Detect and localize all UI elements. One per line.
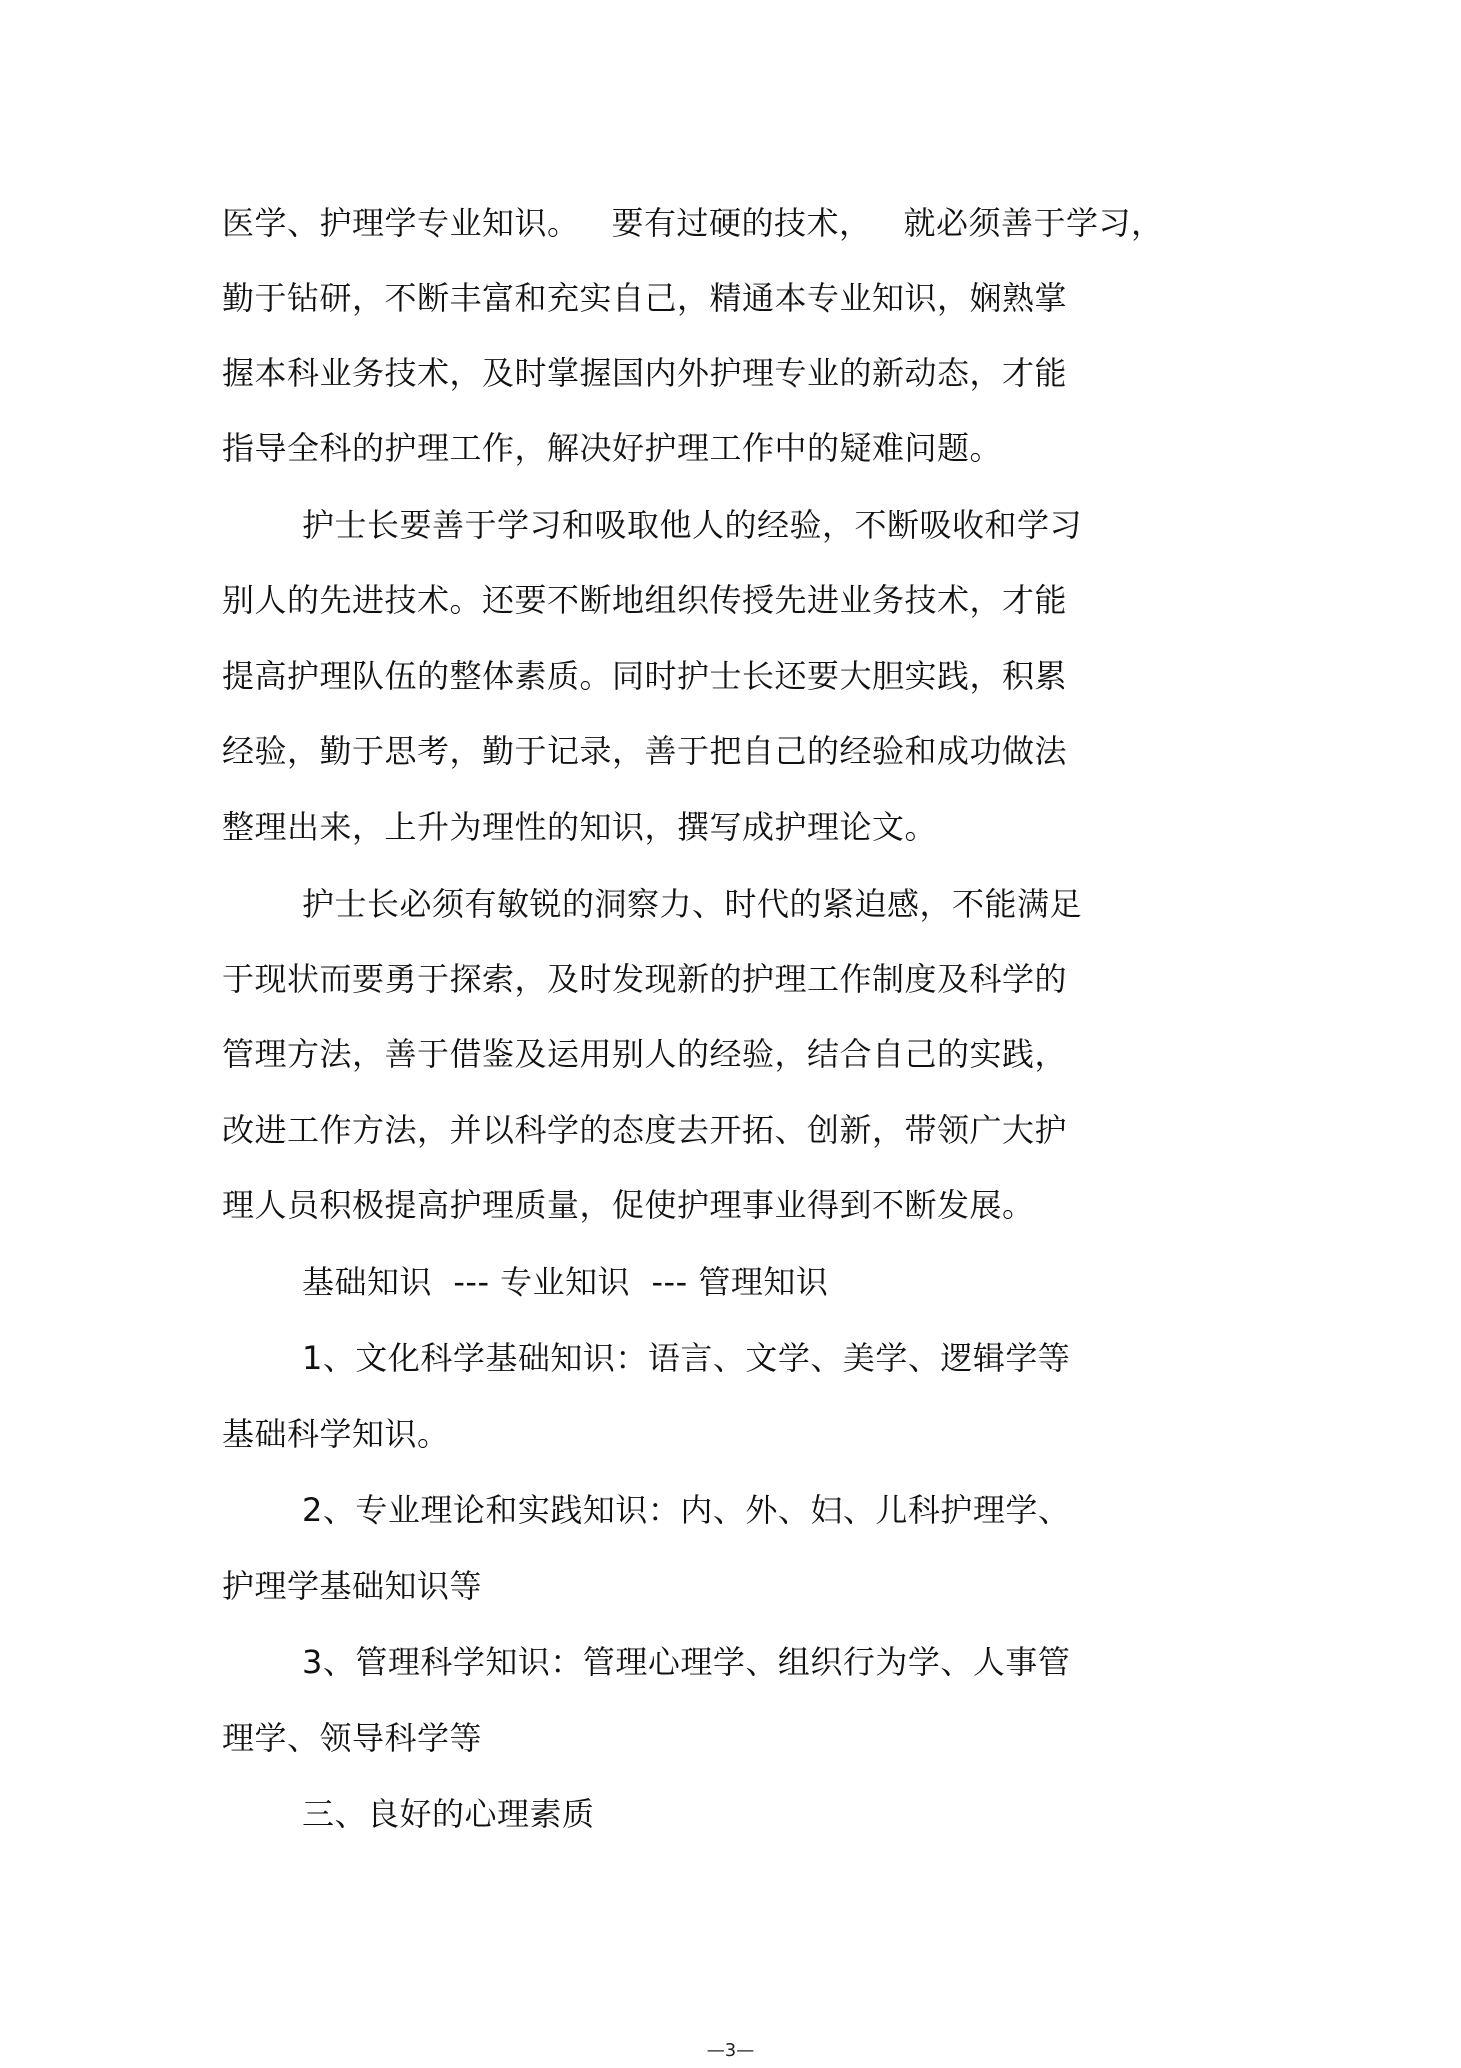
section-heading: 三、良好的心理素质 <box>302 1795 595 1833</box>
paragraph-line: 于现状而要勇于探索，及时发现新的护理工作制度及科学的 <box>222 960 1068 998</box>
paragraph-line: 经验，勤于思考，勤于记录，善于把自己的经验和成功做法 <box>222 732 1068 770</box>
paragraph-line: 指导全科的护理工作，解决好护理工作中的疑难问题。 <box>222 429 1003 467</box>
paragraph-line: 管理方法，善于借鉴及运用别人的经验，结合自己的实践， <box>222 1035 1068 1073</box>
list-item-line: 理学、领导科学等 <box>222 1719 483 1757</box>
list-item-line: 2、专业理论和实践知识：内、外、妇、儿科护理学、 <box>302 1491 1071 1529</box>
paragraph-line: 握本科业务技术，及时掌握国内外护理专业的新动态，才能 <box>222 354 1068 392</box>
paragraph-line: 理人员积极提高护理质量，促使护理事业得到不断发展。 <box>222 1186 1035 1224</box>
list-item-line: 3、管理科学知识：管理心理学、组织行为学、人事管 <box>302 1643 1071 1681</box>
paragraph-line: 整理出来，上升为理性的知识，撰写成护理论文。 <box>222 808 938 846</box>
list-item-line: 1、文化科学基础知识：语言、文学、美学、逻辑学等 <box>302 1339 1071 1377</box>
paragraph-line: 改进工作方法，并以科学的态度去开拓、创新，带领广大护 <box>222 1111 1068 1149</box>
list-item-line: 基础科学知识。 <box>222 1415 450 1453</box>
list-item-line: 护理学基础知识等 <box>222 1567 483 1605</box>
paragraph-line: 别人的先进技术。还要不断地组织传授先进业务技术，才能 <box>222 581 1068 619</box>
paragraph-line: 护士长要善于学习和吸取他人的经验，不断吸收和学习 <box>302 506 1083 544</box>
section-summary-line: 基础知识 --- 专业知识 --- 管理知识 <box>302 1263 829 1301</box>
paragraph-line: 护士长必须有敏锐的洞察力、时代的紧迫感，不能满足 <box>302 885 1083 923</box>
page-number: —3— <box>706 2040 755 2061</box>
paragraph-line: 提高护理队伍的整体素质。同时护士长还要大胆实践，积累 <box>222 657 1068 695</box>
paragraph-line: 医学、护理学专业知识。 要有过硬的技术， 就必须善于学习， <box>222 204 1164 242</box>
paragraph-line: 勤于钻研，不断丰富和充实自己，精通本专业知识，娴熟掌 <box>222 279 1068 317</box>
